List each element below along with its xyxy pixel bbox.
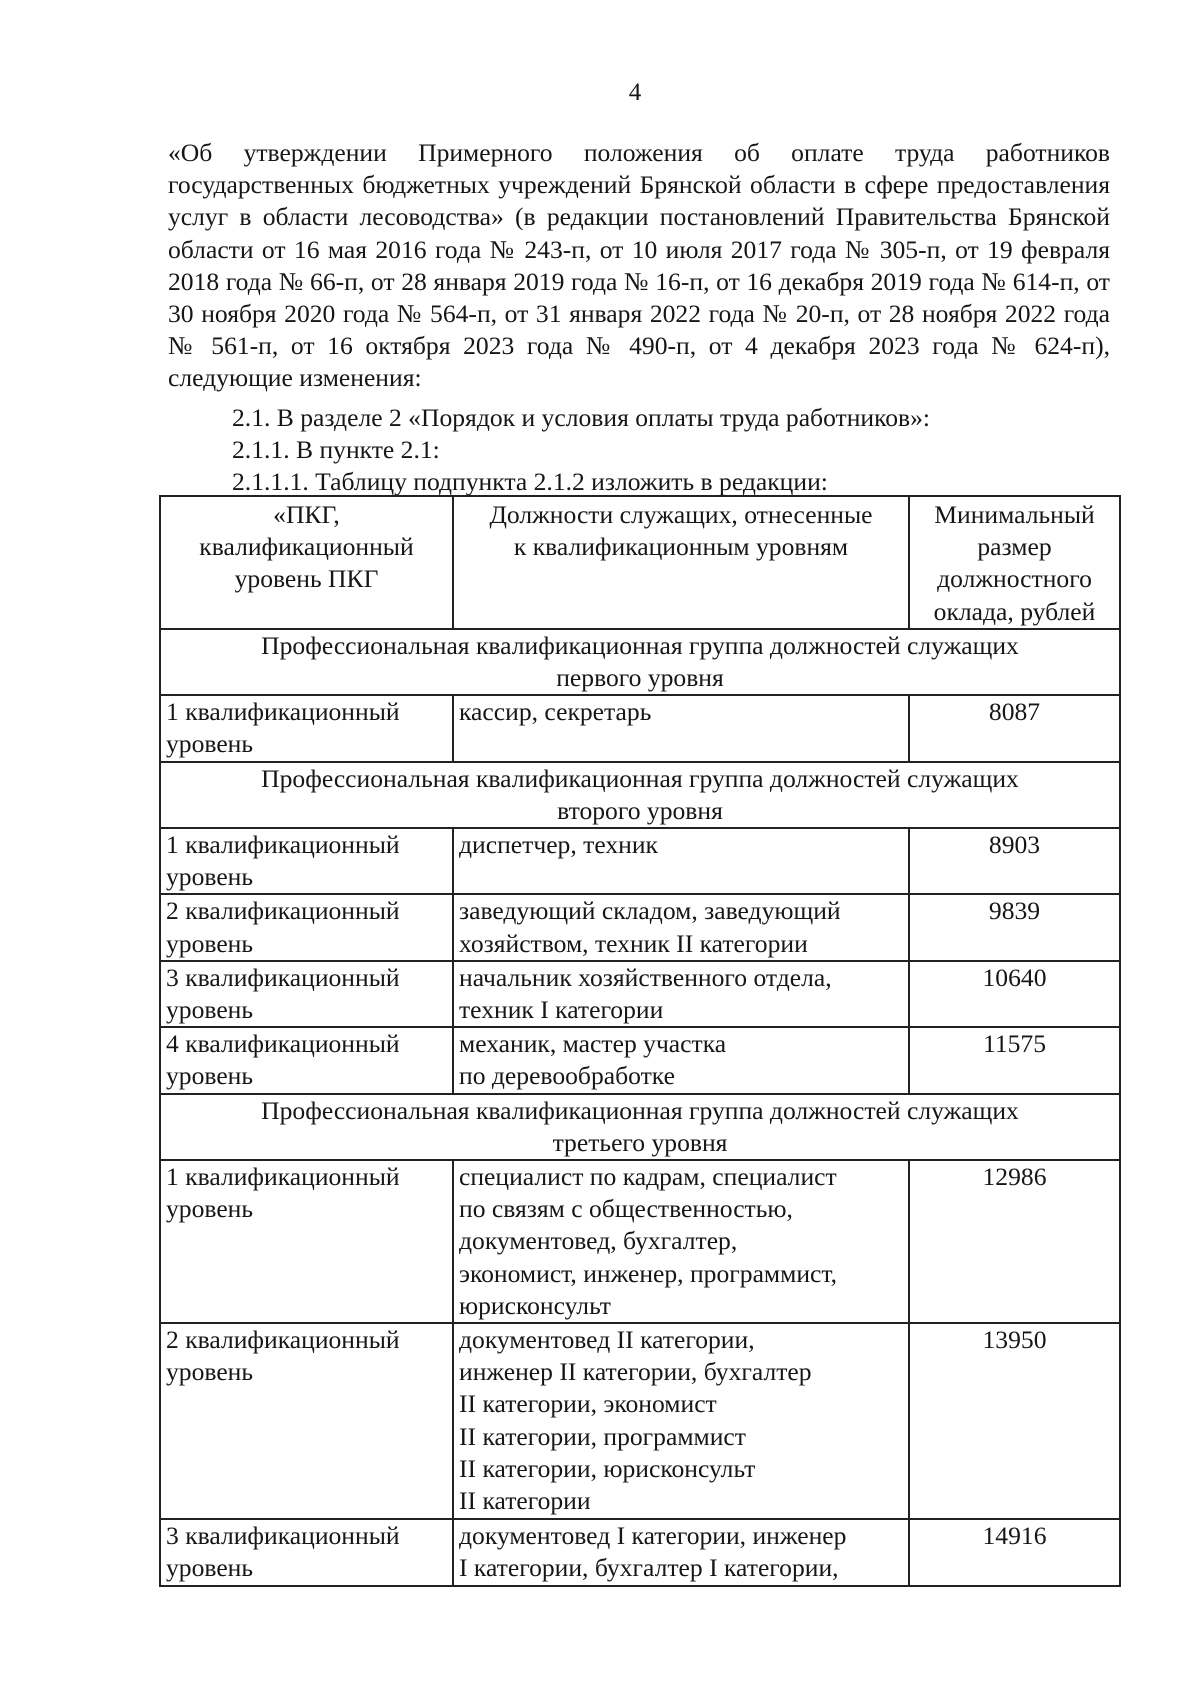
positions-cell: документовед I категории, инженер I категории, бухгалтер I категории, <box>453 1519 909 1586</box>
header-min-salary: Минимальный размер должностного оклада, рублей <box>909 496 1120 629</box>
positions-cell: кассир, секретарь <box>453 695 909 761</box>
table-row <box>160 1160 1120 1323</box>
group-title: Профессиональная квалификационная группа должностей служащих второго уровня <box>160 762 1120 828</box>
level-cell: 1 квалификационный уровень <box>160 695 453 761</box>
intro-paragraph: «Об утверждении Примерного положения об оплате труда работников государственных бюджетных учреждений Брянской области в сфере предоставления услуг в области лесоводства» (в редакции постановлений Правительства Брянской области от 16 мая 2016 года № 243-п, от 10 июля 2017 года № 305-п, от 19 февраля 2018 года № 66-п, от 28 января 2019 года № 16-п, от 16 декабря 2019 года № 614-п, от 30 ноября 2020 года № 564-п, от 31 января 2022 года № 20-п, от 28 ноября 2022 года № 561-п, от 16 октября 2023 года № 490-п, от 4 декабря 2023 года № 624-п), следующие изменения: <box>168 138 1110 393</box>
salary-cell: 8903 <box>909 828 1120 894</box>
group-row-first-level <box>160 629 1120 695</box>
table-row <box>160 695 1120 761</box>
salary-cell: 10640 <box>909 961 1120 1027</box>
positions-cell: документовед II категории, инженер II категории, бухгалтер II категории, экономист II категории, программист II категории, юрисконсульт II категории <box>453 1323 909 1519</box>
header-positions: Должности служащих, отнесенные к квалификационным уровням <box>453 496 909 629</box>
table-row <box>160 961 1120 1027</box>
salary-cell: 9839 <box>909 894 1120 960</box>
header-pkg-level: «ПКГ, квалификационный уровень ПКГ <box>160 496 453 629</box>
clause-2-1-1-1: 2.1.1.1. Таблицу подпункта 2.1.2 изложить в редакции: <box>232 467 828 496</box>
salary-cell: 11575 <box>909 1027 1120 1093</box>
group-title: Профессиональная квалификационная группа должностей служащих первого уровня <box>160 629 1120 695</box>
positions-cell: заведующий складом, заведующий хозяйством, техник II категории <box>453 894 909 960</box>
level-cell: 2 квалификационный уровень <box>160 894 453 960</box>
clause-2-1: 2.1. В разделе 2 «Порядок и условия оплаты труда работников»: <box>232 403 931 432</box>
level-cell: 2 квалификационный уровень <box>160 1323 453 1519</box>
level-cell: 4 квалификационный уровень <box>160 1027 453 1093</box>
salary-table <box>159 495 1121 1587</box>
salary-cell: 12986 <box>909 1160 1120 1323</box>
level-cell: 3 квалификационный уровень <box>160 961 453 1027</box>
table-row <box>160 1027 1120 1093</box>
salary-cell: 8087 <box>909 695 1120 761</box>
positions-cell: специалист по кадрам, специалист по связям с общественностью, документовед, бухгалтер, экономист, инженер, программист, юрисконсульт <box>453 1160 909 1323</box>
table-row <box>160 894 1120 960</box>
group-row-third-level <box>160 1094 1120 1160</box>
clause-2-1-1: 2.1.1. В пункте 2.1: <box>232 435 440 464</box>
positions-cell: механик, мастер участка по деревообработке <box>453 1027 909 1093</box>
table-row <box>160 1519 1120 1586</box>
salary-cell: 13950 <box>909 1323 1120 1519</box>
table-row <box>160 1323 1120 1519</box>
group-row-second-level <box>160 762 1120 828</box>
page-number: 4 <box>628 79 642 106</box>
positions-cell: начальник хозяйственного отдела, техник I категории <box>453 961 909 1027</box>
table-row <box>160 828 1120 894</box>
level-cell: 1 квалификационный уровень <box>160 828 453 894</box>
salary-cell: 14916 <box>909 1519 1120 1586</box>
level-cell: 1 квалификационный уровень <box>160 1160 453 1323</box>
level-cell: 3 квалификационный уровень <box>160 1519 453 1586</box>
table-header-row <box>160 496 1120 629</box>
group-title: Профессиональная квалификационная группа должностей служащих третьего уровня <box>160 1094 1120 1160</box>
positions-cell: диспетчер, техник <box>453 828 909 894</box>
